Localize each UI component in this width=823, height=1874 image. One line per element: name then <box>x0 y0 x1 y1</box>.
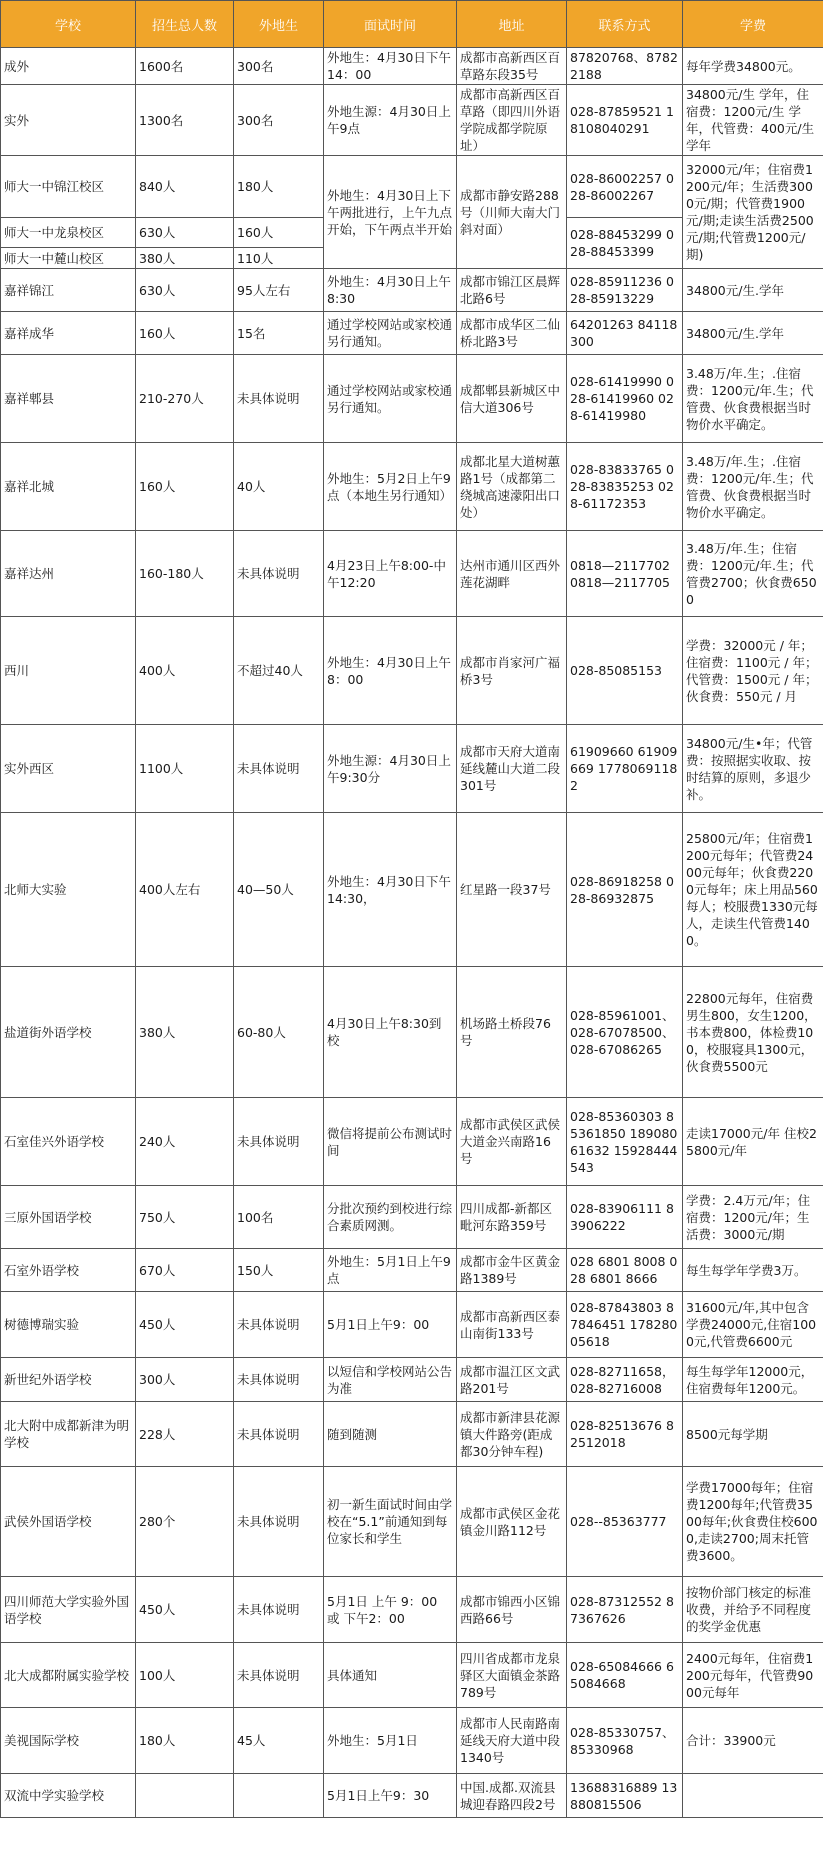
school-cell: 石室佳兴外语学校 <box>1 1098 136 1186</box>
total-cell: 630人 <box>136 218 234 248</box>
school-cell: 实外西区 <box>1 725 136 813</box>
address-cell: 成都市高新西区百草路（即四川外语学院成都学院原址） <box>457 85 567 156</box>
fee-cell: 学费：2.4万元/年；住宿费：1200元/年；生活费：3000元/期 <box>683 1186 823 1249</box>
fee-cell: 8500元每学期 <box>683 1402 823 1467</box>
interview-cell: 外地生：4月30日下午14：00 <box>324 48 457 85</box>
total-cell: 280个 <box>136 1467 234 1577</box>
table-row <box>1 48 823 85</box>
interview-cell: 4月30日上午8:30到校 <box>324 967 457 1098</box>
outside-cell: 45人 <box>234 1708 324 1774</box>
contact-cell: 028-85360303 85361850 18908061632 15928444543 <box>567 1098 683 1186</box>
outside-cell: 未具体说明 <box>234 1358 324 1402</box>
contact-cell: 028-87312552 87367626 <box>567 1577 683 1643</box>
address-cell: 成都市天府大道南延线麓山大道二段301号 <box>457 725 567 813</box>
interview-cell: 通过学校网站或家校通另行通知。 <box>324 355 457 443</box>
outside-cell: 40人 <box>234 443 324 531</box>
header-contact: 联系方式 <box>567 1 683 48</box>
outside-cell: 未具体说明 <box>234 531 324 617</box>
interview-cell: 以短信和学校网站公告为准 <box>324 1358 457 1402</box>
contact-cell: 61909660 61909669 17780691182 <box>567 725 683 813</box>
interview-cell: 随到随测 <box>324 1402 457 1467</box>
outside-cell: 未具体说明 <box>234 1643 324 1708</box>
table-row <box>1 1577 823 1643</box>
outside-cell: 未具体说明 <box>234 1098 324 1186</box>
interview-cell: 具体通知 <box>324 1643 457 1708</box>
header-address: 地址 <box>457 1 567 48</box>
address-cell: 达州市通川区西外莲花湖畔 <box>457 531 567 617</box>
school-cell: 美视国际学校 <box>1 1708 136 1774</box>
table-row <box>1 967 823 1098</box>
total-cell: 400人左右 <box>136 813 234 967</box>
fee-cell: 学费17000每年；住宿费1200每年;代管费3500每年;伙食费住校6000,走读2700;周末托管费3600。 <box>683 1467 823 1577</box>
school-cell: 四川师范大学实验外国语学校 <box>1 1577 136 1643</box>
address-cell: 成都北星大道树蕙路1号（成都第二绕城高速濛阳出口处） <box>457 443 567 531</box>
header-fee: 学费 <box>683 1 823 48</box>
school-cell: 三原外国语学校 <box>1 1186 136 1249</box>
address-cell: 机场路土桥段76号 <box>457 967 567 1098</box>
contact-cell: 028-65084666 65084668 <box>567 1643 683 1708</box>
address-cell: 成都市人民南路南延线天府大道中段1340号 <box>457 1708 567 1774</box>
outside-cell: 未具体说明 <box>234 1402 324 1467</box>
table-row <box>1 312 823 355</box>
interview-cell: 外地生：5月2日上午9点（本地生另行通知） <box>324 443 457 531</box>
contact-cell: 028-86918258 028-86932875 <box>567 813 683 967</box>
address-cell: 中国.成都.双流县城迎春路四段2号 <box>457 1774 567 1818</box>
interview-cell: 5月1日 上午 9：00 或 下午2：00 <box>324 1577 457 1643</box>
total-cell: 160人 <box>136 443 234 531</box>
contact-cell: 13688316889 13880815506 <box>567 1774 683 1818</box>
table-row <box>1 1708 823 1774</box>
total-cell: 160人 <box>136 312 234 355</box>
address-cell: 成都市温江区文武路201号 <box>457 1358 567 1402</box>
contact-cell: 028-83906111 83906222 <box>567 1186 683 1249</box>
school-cell: 新世纪外语学校 <box>1 1358 136 1402</box>
fee-cell: 2400元每年，住宿费1200元每年，代管费9000元每年 <box>683 1643 823 1708</box>
outside-cell: 150人 <box>234 1249 324 1292</box>
contact-cell: 028--85363777 <box>567 1467 683 1577</box>
total-cell: 300人 <box>136 1358 234 1402</box>
fee-cell: 走读17000元/年 住校25800元/年 <box>683 1098 823 1186</box>
outside-cell: 160人 <box>234 218 324 248</box>
address-cell: 成都市武侯区金花镇金川路112号 <box>457 1467 567 1577</box>
interview-cell: 外地生：4月30日下午14:30， <box>324 813 457 967</box>
interview-cell: 外地生：4月30日上下午两批进行，上午九点开始，下午两点半开始 <box>324 156 457 269</box>
address-cell: 成都市成华区二仙桥北路3号 <box>457 312 567 355</box>
contact-cell: 87820768、87822188 <box>567 48 683 85</box>
interview-cell: 初一新生面试时间由学校在“5.1”前通知到每位家长和学生 <box>324 1467 457 1577</box>
total-cell: 160-180人 <box>136 531 234 617</box>
fee-cell: 22800元每年，住宿费男生800，女生1200，书本费800，体检费100，校服寝具1300元，伙食费5500元 <box>683 967 823 1098</box>
address-cell: 成都市高新西区百草路东段35号 <box>457 48 567 85</box>
fee-cell: 合计：33900元 <box>683 1708 823 1774</box>
school-cell: 师大一中麓山校区 <box>1 248 136 269</box>
outside-cell: 95人左右 <box>234 269 324 312</box>
table-row <box>1 725 823 813</box>
table-row <box>1 1186 823 1249</box>
outside-cell: 未具体说明 <box>234 355 324 443</box>
address-cell: 成都市静安路288号（川师大南大门斜对面） <box>457 156 567 269</box>
contact-cell: 0818—2117702 0818—2117705 <box>567 531 683 617</box>
contact-cell: 028 6801 8008 028 6801 8666 <box>567 1249 683 1292</box>
total-cell: 1600名 <box>136 48 234 85</box>
address-cell: 成都郫县新城区中信大道306号 <box>457 355 567 443</box>
table-row <box>1 1358 823 1402</box>
interview-cell: 分批次预约到校进行综合素质网测。 <box>324 1186 457 1249</box>
contact-cell: 028-83833765 028-83835253 028-61172353 <box>567 443 683 531</box>
school-cell: 石室外语学校 <box>1 1249 136 1292</box>
contact-cell: 028-86002257 028-86002267 <box>567 156 683 218</box>
total-cell: 630人 <box>136 269 234 312</box>
table-row <box>1 156 823 218</box>
fee-cell: 34800元/生 学年，住宿费：1200元/生 学年，代管费：400元/生学年 <box>683 85 823 156</box>
total-cell: 240人 <box>136 1098 234 1186</box>
total-cell: 670人 <box>136 1249 234 1292</box>
total-cell: 450人 <box>136 1292 234 1358</box>
header-interview: 面试时间 <box>324 1 457 48</box>
header-row <box>1 1 823 48</box>
school-cell: 西川 <box>1 617 136 725</box>
school-cell: 嘉祥成华 <box>1 312 136 355</box>
contact-cell: 028-88453299 028-88453399 <box>567 218 683 269</box>
fee-cell: 34800元/生.学年 <box>683 312 823 355</box>
total-cell: 380人 <box>136 248 234 269</box>
address-cell: 成都市金牛区黄金路1389号 <box>457 1249 567 1292</box>
school-cell: 师大一中龙泉校区 <box>1 218 136 248</box>
outside-cell: 未具体说明 <box>234 725 324 813</box>
fee-cell: 每生每学年学费3万。 <box>683 1249 823 1292</box>
total-cell: 1100人 <box>136 725 234 813</box>
total-cell: 450人 <box>136 1577 234 1643</box>
interview-cell: 外地生：4月30日上午8:30 <box>324 269 457 312</box>
table-row <box>1 1402 823 1467</box>
table-row <box>1 1098 823 1186</box>
address-cell: 成都市锦西小区锦西路66号 <box>457 1577 567 1643</box>
table-row <box>1 269 823 312</box>
interview-cell: 外地生：5月1日上午9点 <box>324 1249 457 1292</box>
table-row <box>1 813 823 967</box>
contact-cell: 028-85961001、028-67078500、028-67086265 <box>567 967 683 1098</box>
outside-cell: 未具体说明 <box>234 1467 324 1577</box>
total-cell: 210-270人 <box>136 355 234 443</box>
table-row <box>1 1774 823 1818</box>
outside-cell: 15名 <box>234 312 324 355</box>
school-cell: 盐道街外语学校 <box>1 967 136 1098</box>
interview-cell: 4月23日上午8:00-中午12:20 <box>324 531 457 617</box>
fee-cell: 每年学费34800元。 <box>683 48 823 85</box>
contact-cell: 028-82513676 82512018 <box>567 1402 683 1467</box>
header-school: 学校 <box>1 1 136 48</box>
contact-cell: 028-82711658，028-82716008 <box>567 1358 683 1402</box>
total-cell: 100人 <box>136 1643 234 1708</box>
school-cell: 树德博瑞实验 <box>1 1292 136 1358</box>
outside-cell: 不超过40人 <box>234 617 324 725</box>
fee-cell: 34800元/生.学年 <box>683 269 823 312</box>
table-row <box>1 1292 823 1358</box>
table-row <box>1 443 823 531</box>
school-cell: 北师大实验 <box>1 813 136 967</box>
school-cell: 实外 <box>1 85 136 156</box>
address-cell: 成都市武侯区武侯大道金兴南路16号 <box>457 1098 567 1186</box>
contact-cell: 028-87843803 87846451 17828005618 <box>567 1292 683 1358</box>
contact-cell: 64201263 84118300 <box>567 312 683 355</box>
total-cell: 180人 <box>136 1708 234 1774</box>
fee-cell: 25800元/年；住宿费1200元每年；代管费2400元每年；伙食费2200元每年；床上用品560每人；校服费1330元每人，走读生代管费1400。 <box>683 813 823 967</box>
address-cell: 红星路一段37号 <box>457 813 567 967</box>
interview-cell: 微信将提前公布测试时间 <box>324 1098 457 1186</box>
outside-cell: 60-80人 <box>234 967 324 1098</box>
school-cell: 嘉祥郫县 <box>1 355 136 443</box>
contact-cell: 028-85085153 <box>567 617 683 725</box>
total-cell: 750人 <box>136 1186 234 1249</box>
table-row <box>1 531 823 617</box>
school-cell: 北大成都附属实验学校 <box>1 1643 136 1708</box>
fee-cell: 按物价部门核定的标准收费，并给予不同程度的奖学金优惠 <box>683 1577 823 1643</box>
outside-cell: 300名 <box>234 85 324 156</box>
outside-cell: 40—50人 <box>234 813 324 967</box>
table-row <box>1 1249 823 1292</box>
interview-cell: 5月1日上午9：00 <box>324 1292 457 1358</box>
total-cell <box>136 1774 234 1818</box>
interview-cell: 通过学校网站或家校通另行通知。 <box>324 312 457 355</box>
school-cell: 嘉祥锦江 <box>1 269 136 312</box>
address-cell: 成都市肖家河广福桥3号 <box>457 617 567 725</box>
school-cell: 成外 <box>1 48 136 85</box>
contact-cell: 028-87859521 18108040291 <box>567 85 683 156</box>
address-cell: 四川成都-新都区毗河东路359号 <box>457 1186 567 1249</box>
table-row <box>1 1643 823 1708</box>
fee-cell: 32000元/年；住宿费1200元/年；生活费3000元/期；代管费1900元/期;走读生活费2500元/期;代管费1200元/期) <box>683 156 823 269</box>
fee-cell: 31600元/年,其中包含学费24000元,住宿1000元,代管费6600元 <box>683 1292 823 1358</box>
fee-cell: 每生每学年12000元，住宿费每年1200元。 <box>683 1358 823 1402</box>
school-cell: 嘉祥达州 <box>1 531 136 617</box>
outside-cell: 180人 <box>234 156 324 218</box>
outside-cell: 未具体说明 <box>234 1577 324 1643</box>
table-row <box>1 1467 823 1577</box>
outside-cell <box>234 1774 324 1818</box>
school-cell: 武侯外国语学校 <box>1 1467 136 1577</box>
school-cell: 双流中学实验学校 <box>1 1774 136 1818</box>
address-cell: 成都市新津县花源镇大件路旁(距成都30分钟车程) <box>457 1402 567 1467</box>
address-cell: 四川省成都市龙泉驿区大面镇金茶路789号 <box>457 1643 567 1708</box>
school-cell: 北大附中成都新津为明学校 <box>1 1402 136 1467</box>
interview-cell: 外地生源：4月30日上午9点 <box>324 85 457 156</box>
table-row <box>1 85 823 156</box>
total-cell: 400人 <box>136 617 234 725</box>
table-row <box>1 617 823 725</box>
address-cell: 成都市高新西区泰山南街133号 <box>457 1292 567 1358</box>
fee-cell: 学费：32000元 / 年；住宿费：1100元 / 年；代管费：1500元 / 年；伙食费：550元 / 月 <box>683 617 823 725</box>
interview-cell: 5月1日上午9：30 <box>324 1774 457 1818</box>
total-cell: 228人 <box>136 1402 234 1467</box>
total-cell: 840人 <box>136 156 234 218</box>
outside-cell: 110人 <box>234 248 324 269</box>
contact-cell: 028-85330757、85330968 <box>567 1708 683 1774</box>
school-cell: 师大一中锦江校区 <box>1 156 136 218</box>
interview-cell: 外地生源：4月30日上午9:30分 <box>324 725 457 813</box>
table-row <box>1 355 823 443</box>
header-total: 招生总人数 <box>136 1 234 48</box>
interview-cell: 外地生：4月30日上午8：00 <box>324 617 457 725</box>
fee-cell <box>683 1774 823 1818</box>
fee-cell: 3.48万/年.生；.住宿费：1200元/年.生；代管费、伙食费根据当时物价水平确定。 <box>683 355 823 443</box>
fee-cell: 34800元/生•年；代管费：按照据实收取、按时结算的原则，多退少补。 <box>683 725 823 813</box>
outside-cell: 300名 <box>234 48 324 85</box>
header-outside: 外地生 <box>234 1 324 48</box>
total-cell: 380人 <box>136 967 234 1098</box>
outside-cell: 未具体说明 <box>234 1292 324 1358</box>
contact-cell: 028-85911236 028-85913229 <box>567 269 683 312</box>
contact-cell: 028-61419990 028-61419960 028-61419980 <box>567 355 683 443</box>
total-cell: 1300名 <box>136 85 234 156</box>
fee-cell: 3.48万/年.生；住宿费：1200元/年.生；代管费2700；伙食费6500 <box>683 531 823 617</box>
address-cell: 成都市锦江区晨辉北路6号 <box>457 269 567 312</box>
school-cell: 嘉祥北城 <box>1 443 136 531</box>
interview-cell: 外地生：5月1日 <box>324 1708 457 1774</box>
outside-cell: 100名 <box>234 1186 324 1249</box>
fee-cell: 3.48万/年.生；.住宿费：1200元/年.生；代管费、伙食费根据当时物价水平确定。 <box>683 443 823 531</box>
